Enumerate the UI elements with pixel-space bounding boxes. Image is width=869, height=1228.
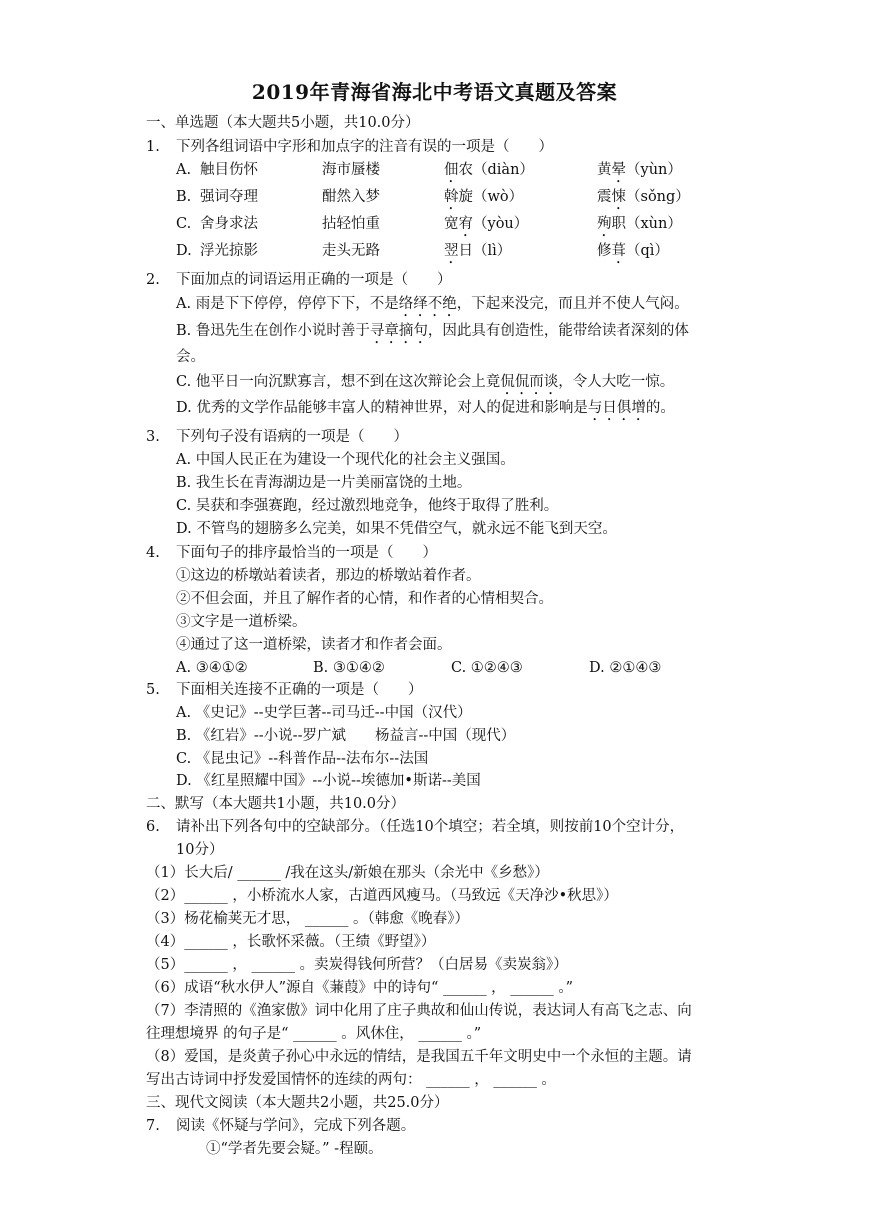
- blank-item-4: （4）______ ，长歌怀采薇。（王绩《野望》）: [146, 934, 436, 950]
- option-a: A. 中国人民正在为建设一个现代化的社会主义强国。: [176, 452, 515, 468]
- option-text: A. 雨是下下停停，停停下下，不是: [176, 296, 399, 312]
- option-label: C.: [176, 216, 192, 232]
- word-rest: 日（lì）: [458, 243, 512, 259]
- blank-item-7: （7）李清照的《渔家傲》词中化用了庄子典故和仙山传说，表达词人有高飞之志、向: [146, 1003, 692, 1019]
- word-rest: 职（xùn）: [611, 216, 682, 232]
- sentence-1: ①这边的桥墩站着读者，那边的桥墩站着作者。: [176, 568, 481, 584]
- question-stem: 下列句子没有语病的一项是（ ）: [176, 429, 408, 445]
- blank-item-7-continued: 往理想境界 的句子是“ ______ 。风休住， ______ 。”: [146, 1026, 482, 1042]
- dotted-char: 佃: [444, 162, 459, 178]
- question-number: 7.: [146, 1118, 160, 1134]
- dotted-char: 宥: [458, 216, 473, 232]
- question-number: 1.: [146, 139, 160, 155]
- option-word: 走头无路: [322, 243, 380, 259]
- option-d: D. ②①④③: [589, 660, 662, 676]
- option-b: B. 《红岩》--小说--罗广斌 杨益言--中国（现代）: [176, 728, 516, 744]
- option-word: 浮光掠影: [200, 243, 258, 259]
- question-number: 2.: [146, 272, 160, 288]
- dotted-char: 翌: [444, 243, 459, 259]
- option-word: [444, 241, 511, 267]
- word-pre: 修: [597, 243, 612, 259]
- question-number: 3.: [146, 429, 160, 445]
- blank-item-8: （8）爱国，是炎黄子孙心中永远的情结，是我国五千年文明史中一个永恒的主题。请: [146, 1049, 692, 1065]
- dotted-char: 殉: [597, 216, 612, 232]
- question-number: 5.: [146, 682, 160, 698]
- option-text: B. 鲁迅先生在创作小说时善于: [176, 323, 370, 339]
- dotted-char: 晕: [611, 162, 626, 178]
- dotted-char: 悚: [611, 189, 626, 205]
- question-number: 6.: [146, 819, 160, 835]
- option-b: B. 我生长在青海湖边是一片美丽富饶的土地。: [176, 475, 472, 491]
- question-stem: 下面相关连接不正确的一项是（ ）: [176, 682, 423, 698]
- blank-item-1: （1）长大后/ ______ /我在这头/新娘在那头（余光中《乡愁》）: [146, 865, 549, 881]
- option-word: 触目伤怀: [200, 162, 258, 178]
- option-b: B. ③①④②: [313, 660, 385, 676]
- option-word: 海市蜃楼: [322, 162, 380, 178]
- option-word: [444, 187, 523, 213]
- option-d: D. 《红星照耀中国》--小说--埃德加•斯诺--美国: [176, 773, 481, 789]
- dotted-phrase: 寻章摘句: [369, 323, 428, 339]
- blank-item-5: （5）______ ， ______ 。卖炭得钱何所营？（白居易《卖炭翁》）: [146, 957, 568, 973]
- blank-item-6: （6）成语“秋水伊人”源自《蒹葭》中的诗句“ ______ ， ______ 。”: [146, 980, 574, 996]
- option-word: 强词夺理: [200, 189, 258, 205]
- option-word: [597, 241, 669, 267]
- dotted-phrase: 侃侃而谈: [500, 374, 559, 390]
- page-title: 2019年青海省海北中考语文真题及答案: [251, 80, 618, 104]
- section-header: 三、现代文阅读（本大题共2小题，共25.0分）: [146, 1095, 449, 1111]
- dotted-char: 葺: [611, 243, 626, 259]
- section-header: 二、默写（本大题共1小题，共10.0分）: [146, 796, 406, 812]
- blank-item-3: （3）杨花榆荚无才思， ______ 。（韩愈《晚春》）: [146, 911, 469, 927]
- question-stem-continued: 10分）: [176, 842, 224, 858]
- option-word: 舍身求法: [200, 216, 258, 232]
- option-c: [176, 372, 674, 398]
- option-a: A. ③④①②: [176, 660, 248, 676]
- option-d: [176, 398, 675, 424]
- passage-quote: ①“学者先要会疑。” -程颐。: [206, 1141, 383, 1157]
- dotted-char: 斡: [444, 189, 459, 205]
- word-rest: 农（diàn）: [458, 162, 534, 178]
- option-b: [176, 321, 689, 347]
- option-a: A. 《史记》--史学巨著--司马迁--中国（汉代）: [176, 705, 472, 721]
- question-number: 4.: [146, 545, 160, 561]
- word-rest: （qì）: [626, 243, 669, 259]
- option-word: [597, 160, 682, 186]
- word-rest: 旋（wò）: [458, 189, 524, 205]
- option-word: [444, 160, 534, 186]
- dotted-phrase: 络绎不绝: [398, 296, 457, 312]
- option-text: ，下起来没完，而且并不使人气闷。: [456, 296, 689, 312]
- word-rest: （yùn）: [626, 162, 682, 178]
- option-c: C. 吴获和李强赛跑，经过激烈地竞争，他终于取得了胜利。: [176, 498, 559, 514]
- option-b-continued: 会。: [176, 349, 205, 365]
- option-a: [176, 294, 689, 320]
- option-label: B.: [176, 189, 192, 205]
- question-stem: 请补出下列各句中的空缺部分。（任选10个填空；若全填，则按前10个空计分，: [176, 819, 685, 835]
- option-word: [444, 214, 528, 240]
- blank-item-2: （2）______ ，小桥流水人家，古道西风瘦马。（马致远《天净沙•秋思》）: [146, 888, 618, 904]
- question-stem: 阅读《怀疑与学问》，完成下列各题。: [176, 1118, 416, 1134]
- option-word: [597, 214, 682, 240]
- option-word: 酣然入梦: [322, 189, 380, 205]
- option-label: D.: [176, 243, 192, 259]
- option-text: D. 优秀的文学作品能够丰富人的精神世界，对人的促进和影响是: [176, 400, 588, 416]
- option-text: 的。: [645, 400, 675, 416]
- option-c: C. ①②④③: [451, 660, 523, 676]
- question-stem: 下面句子的排序最恰当的一项是（ ）: [176, 545, 437, 561]
- option-word: 拈轻怕重: [322, 216, 380, 232]
- option-label: A.: [176, 162, 192, 178]
- word-pre: 宽: [444, 216, 459, 232]
- dotted-phrase: 与日俱增: [587, 400, 646, 416]
- sentence-3: ③文字是一道桥梁。: [176, 614, 307, 630]
- question-stem: 下列各组词语中字形和加点字的注音有误的一项是（ ）: [176, 139, 553, 155]
- blank-item-8-continued: 写出古诗词中抒发爱国情怀的连续的两句： ______ ， ______ 。: [146, 1072, 556, 1088]
- option-word: [597, 187, 690, 213]
- word-pre: 黄: [597, 162, 612, 178]
- question-stem: 下面加点的词语运用正确的一项是（ ）: [176, 272, 452, 288]
- sentence-2: ②不但会面，并且了解作者的心情，和作者的心情相契合。: [176, 591, 553, 607]
- option-text: ，令人大吃一惊。: [558, 374, 675, 390]
- option-d: D. 不管鸟的翅膀多么完美，如果不凭借空气，就永远不能飞到天空。: [176, 521, 617, 537]
- option-text: C. 他平日一向沉默寡言，想不到在这次辩论会上竟: [176, 374, 501, 390]
- word-pre: 震: [597, 189, 612, 205]
- option-c: C. 《昆虫记》--科普作品--法布尔--法国: [176, 751, 429, 767]
- word-rest: （yòu）: [473, 216, 529, 232]
- section-header: 一、单选题（本大题共5小题，共10.0分）: [146, 115, 420, 131]
- option-text: ，因此具有创造性，能带给读者深刻的体: [427, 323, 689, 339]
- word-rest: （sǒng）: [626, 189, 690, 205]
- sentence-4: ④通过了这一道桥梁，读者才和作者会面。: [176, 637, 452, 653]
